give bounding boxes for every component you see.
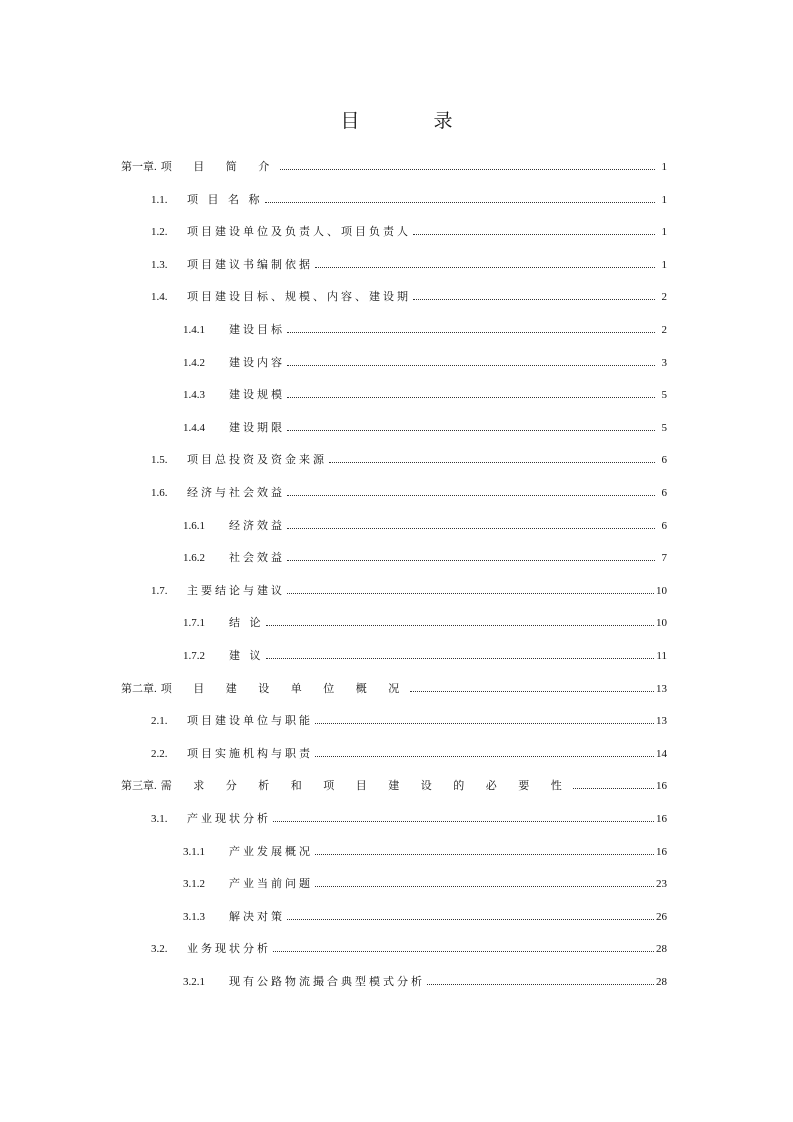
dot-leader xyxy=(413,233,655,235)
dot-leader xyxy=(573,787,654,789)
toc-entry-number: 3.1.3 xyxy=(183,911,205,923)
toc-entry-page: 1 xyxy=(661,161,667,173)
dot-leader xyxy=(273,820,654,822)
toc-entry-title: 项 目 简 介 xyxy=(160,160,279,173)
toc-entry-title: 建设规模 xyxy=(229,388,285,401)
toc-entry-number: 1.4.3 xyxy=(183,389,205,401)
toc-entry-page: 6 xyxy=(661,487,667,499)
toc-entry-page: 3 xyxy=(661,357,667,369)
toc-entry-number: 第三章. xyxy=(121,780,157,792)
toc-entry-title: 项 目 名 称 xyxy=(187,193,263,206)
toc-entry-number: 3.1.1 xyxy=(183,846,205,858)
dot-leader xyxy=(413,298,655,300)
toc-entry-number: 3.1.2 xyxy=(183,878,205,890)
toc-entry-number: 1.4.2 xyxy=(183,357,205,369)
toc-entry-number: 3.1. xyxy=(151,813,168,825)
toc-entry-title: 结 论 xyxy=(229,616,264,629)
dot-leader xyxy=(315,722,654,724)
toc-entry-number: 3.2.1 xyxy=(183,976,205,988)
toc-entry-title: 需 求 分 析 和 项 目 建 设 的 必 要 性 xyxy=(160,779,571,792)
toc-entry-page: 28 xyxy=(656,976,667,988)
toc-entry-page: 1 xyxy=(661,226,667,238)
toc-entry-number: 2.1. xyxy=(151,715,168,727)
toc-entry-title: 项 目 建 设 单 位 概 况 xyxy=(160,682,409,695)
dot-leader xyxy=(266,657,655,659)
toc-entry[interactable] xyxy=(183,614,667,632)
toc-entry[interactable] xyxy=(183,843,667,861)
toc-entry[interactable] xyxy=(151,223,667,241)
dot-leader xyxy=(287,527,655,529)
dot-leader xyxy=(315,853,654,855)
toc-entry-number: 1.6.2 xyxy=(183,552,205,564)
toc-entry[interactable] xyxy=(151,256,667,274)
toc-entry-title: 现有公路物流撮合典型模式分析 xyxy=(229,975,425,988)
toc-entry-title: 项目建设单位及负责人、项目负责人 xyxy=(187,225,411,238)
dot-leader xyxy=(266,624,655,626)
toc-entry-number: 1.1. xyxy=(151,194,168,206)
toc-entry-page: 13 xyxy=(656,683,667,695)
dot-leader xyxy=(287,364,655,366)
dot-leader xyxy=(427,983,654,985)
toc-entry[interactable] xyxy=(183,517,667,535)
toc-entry-title: 产业当前问题 xyxy=(229,877,313,890)
toc-entry[interactable] xyxy=(121,777,667,795)
toc-entry-number: 第一章. xyxy=(121,161,157,173)
toc-entry-page: 10 xyxy=(656,585,667,597)
toc-entry[interactable] xyxy=(151,484,667,502)
toc-entry-page: 16 xyxy=(656,846,667,858)
toc-entry-number: 1.4.4 xyxy=(183,422,205,434)
toc-entry-title: 产业发展概况 xyxy=(229,845,313,858)
dot-leader xyxy=(315,755,654,757)
dot-leader xyxy=(280,168,655,170)
toc-entry-title: 项目建设单位与职能 xyxy=(187,714,313,727)
toc-entry-title: 建设目标 xyxy=(229,323,285,336)
dot-leader xyxy=(315,885,654,887)
dot-leader xyxy=(273,950,654,952)
toc-entry-number: 1.2. xyxy=(151,226,168,238)
toc-entry-title: 建 议 xyxy=(229,649,264,662)
toc-entry-title: 建设内容 xyxy=(229,356,285,369)
dot-leader xyxy=(287,429,655,431)
toc-entry-number: 1.7.1 xyxy=(183,617,205,629)
toc-entry[interactable] xyxy=(121,158,667,176)
toc-entry-title: 项目建设目标、规模、内容、建设期 xyxy=(187,290,411,303)
toc-entry-page: 2 xyxy=(661,291,667,303)
toc-entry-page: 5 xyxy=(661,422,667,434)
toc-entry-title: 项目实施机构与职责 xyxy=(187,747,313,760)
toc-entry-title: 产业现状分析 xyxy=(187,812,271,825)
toc-entry[interactable] xyxy=(151,451,667,469)
toc-entry-number: 3.2. xyxy=(151,943,168,955)
dot-leader xyxy=(287,494,655,496)
toc-entry-page: 5 xyxy=(661,389,667,401)
toc-entry-number: 1.4. xyxy=(151,291,168,303)
toc-entry[interactable] xyxy=(151,810,667,828)
dot-leader xyxy=(287,559,655,561)
toc-entry[interactable] xyxy=(183,321,667,339)
dot-leader xyxy=(329,461,655,463)
toc-entry-page: 26 xyxy=(656,911,667,923)
page-title: 目 录 xyxy=(340,110,487,132)
toc-entry-title: 经济与社会效益 xyxy=(187,486,285,499)
toc-entry[interactable] xyxy=(183,419,667,437)
dot-leader xyxy=(265,201,656,203)
toc-entry-title: 社会效益 xyxy=(229,551,285,564)
toc-entry-number: 1.3. xyxy=(151,259,168,271)
toc-entry-page: 16 xyxy=(656,780,667,792)
toc-entry-page: 1 xyxy=(661,259,667,271)
toc-entry-page: 6 xyxy=(661,454,667,466)
toc-entry[interactable] xyxy=(183,973,667,991)
toc-entry-title: 建设期限 xyxy=(229,421,285,434)
toc-entry-title: 业务现状分析 xyxy=(187,942,271,955)
dot-leader xyxy=(287,331,655,333)
toc-entry-title: 项目总投资及资金来源 xyxy=(187,453,327,466)
toc-entry-page: 28 xyxy=(656,943,667,955)
dot-leader xyxy=(287,918,654,920)
toc-entry-title: 经济效益 xyxy=(229,519,285,532)
toc-entry[interactable] xyxy=(183,386,667,404)
toc-entry[interactable] xyxy=(151,582,667,600)
toc-entry-page: 2 xyxy=(661,324,667,336)
toc-entry-title: 解决对策 xyxy=(229,910,285,923)
toc-entry-page: 10 xyxy=(656,617,667,629)
toc-entry-page: 23 xyxy=(656,878,667,890)
dot-leader xyxy=(287,592,654,594)
toc-entry[interactable] xyxy=(183,647,667,665)
toc-entry-page: 1 xyxy=(661,194,667,206)
toc-entry[interactable] xyxy=(151,940,667,958)
toc-entry-number: 第二章. xyxy=(121,683,157,695)
toc-entry-number: 1.7. xyxy=(151,585,168,597)
toc-entry[interactable] xyxy=(121,680,667,698)
toc-entry-number: 1.5. xyxy=(151,454,168,466)
toc-entry-page: 13 xyxy=(656,715,667,727)
toc-entry-title: 项目建议书编制依据 xyxy=(187,258,313,271)
toc-entry-number: 1.7.2 xyxy=(183,650,205,662)
toc-entry-page: 16 xyxy=(656,813,667,825)
toc-entry-title: 主要结论与建议 xyxy=(187,584,285,597)
toc-entry[interactable] xyxy=(151,288,667,306)
dot-leader xyxy=(315,266,655,268)
dot-leader xyxy=(410,690,654,692)
toc-entry-page: 7 xyxy=(661,552,667,564)
toc-entry[interactable] xyxy=(183,875,667,893)
toc-entry-page: 14 xyxy=(656,748,667,760)
toc-entry[interactable] xyxy=(151,712,667,730)
toc-entry[interactable] xyxy=(183,908,667,926)
toc-entry[interactable] xyxy=(183,354,667,372)
toc-entry-number: 1.4.1 xyxy=(183,324,205,336)
toc-entry-page: 11 xyxy=(656,650,667,662)
toc-entry-number: 1.6.1 xyxy=(183,520,205,532)
toc-entry[interactable] xyxy=(151,191,667,209)
toc-entry-number: 1.6. xyxy=(151,487,168,499)
dot-leader xyxy=(287,396,655,398)
toc-entry[interactable] xyxy=(183,549,667,567)
toc-entry-page: 6 xyxy=(661,520,667,532)
toc-entry[interactable] xyxy=(151,745,667,763)
toc-entry-number: 2.2. xyxy=(151,748,168,760)
